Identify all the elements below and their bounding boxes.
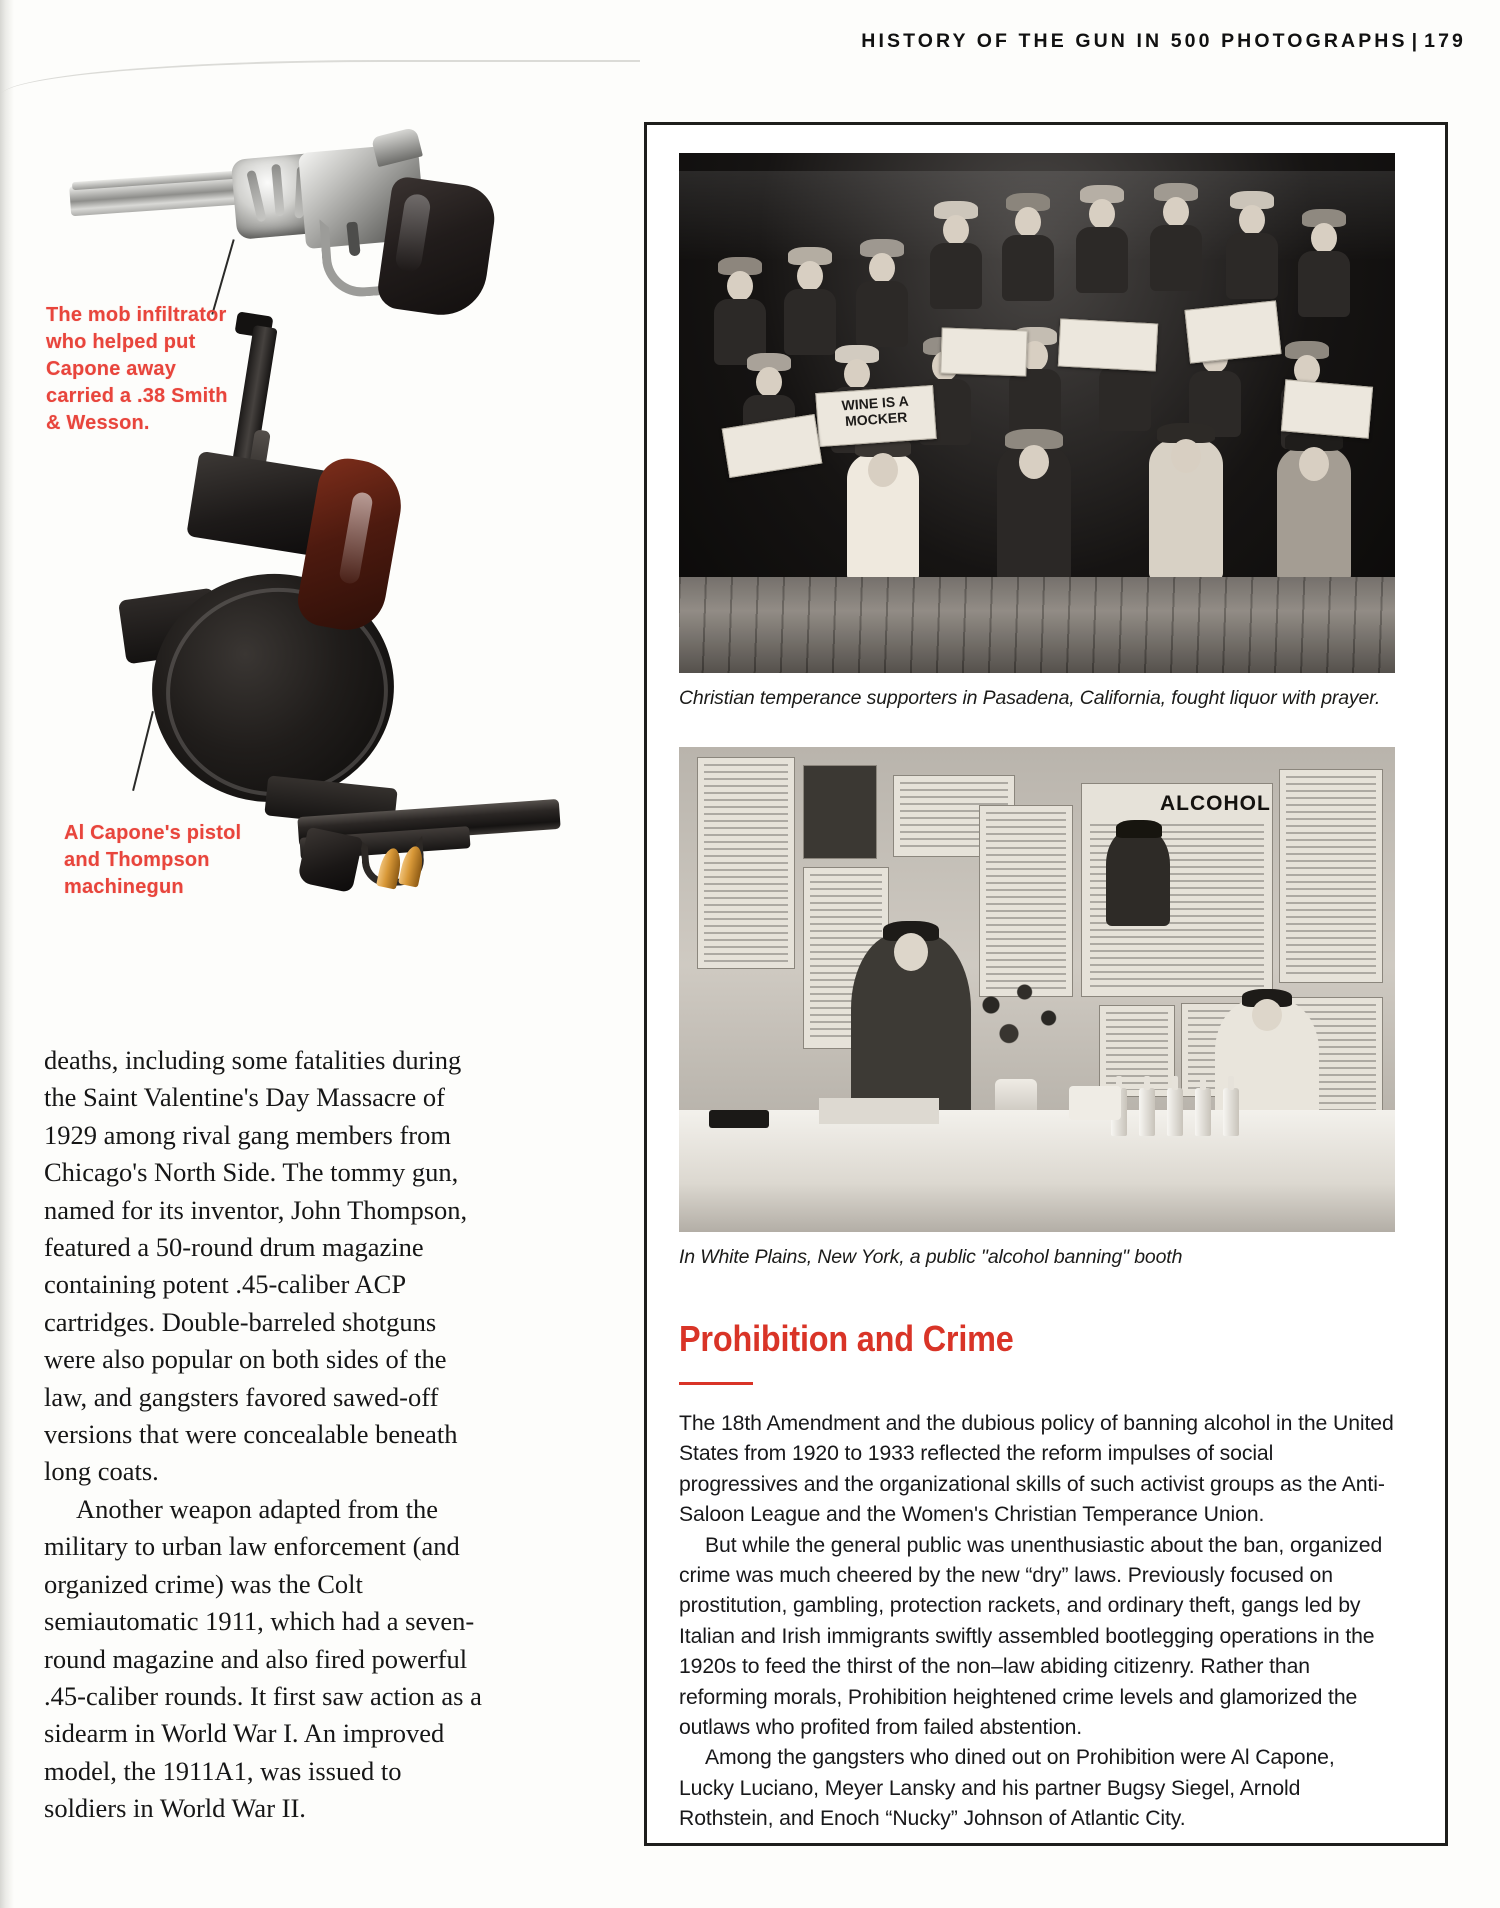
placard-sign [1058, 318, 1158, 371]
right-paragraph-2: But while the general public was unenthusiastic about the ban, organized crime was much cheered by the new “dry” laws. Previously focused on prostitution, gambling, protection rackets, and ordinary theft, gangs led by Italian and Irish immigrants swiftly assembled bootlegging operations in the 1920s to feed the thirst of the non–law abiding citizenry. Rather than reforming morals, Prohibition heightened crime levels and glamorized the outlaws who profited from failed abstention. [679, 1533, 1383, 1739]
alcohol-poster-heading: ALCOHOL [1160, 791, 1271, 815]
left-paragraph-1: deaths, including some fatalities during the Saint Valentine's Day Massacre of 1929 among rival gang members from Chicago's North Side. The tommy gun, named for its inventor, John Thompson, featured a 50-round drum magazine containing potent .45-caliber ACP cartridges. Double-barreled shotguns were also popular on both sides of the law, and gangsters favored sawed-off versions that were concealable beneath long coats. [44, 1045, 468, 1487]
left-body-text [44, 1042, 488, 1828]
section-heading: Prohibition and Crime [679, 1317, 1014, 1359]
revolver-callout-text: The mob infiltrator who helped put Capone away carried a .38 Smith & Wesson. [46, 304, 228, 434]
booth-attendant-left [851, 933, 971, 1123]
running-head [861, 30, 1466, 53]
photo1-caption: Christian temperance supporters in Pasadena, California, fought liquor with prayer. [679, 687, 1381, 709]
capone-callout-text: Al Capone's pistol and Thompson machinegun [64, 822, 242, 898]
pistol-grip [297, 827, 363, 893]
display-table [679, 1110, 1395, 1232]
left-column [46, 96, 516, 916]
placard-sign [940, 328, 1028, 377]
placard-line-1: WINE IS A MOCKER [841, 392, 910, 429]
bottle-icon [1139, 1088, 1155, 1136]
photo1-stage-floor [679, 577, 1395, 673]
scan-page-curl [0, 60, 640, 96]
bottle-icon [1223, 1088, 1239, 1136]
right-feature-panel [644, 122, 1448, 1846]
running-head-title: HISTORY OF THE GUN IN 500 PHOTOGRAPHS [861, 30, 1408, 52]
page-number: 179 [1424, 30, 1466, 52]
placard-sign [815, 385, 936, 447]
revolver-grip [375, 175, 498, 320]
placard-sign [1184, 300, 1281, 363]
firearms-photo-composite [46, 96, 516, 916]
right-paragraph-3: Among the gangsters who dined out on Prohibition were Al Capone, Lucky Luciano, Meyer Lansky and his partner Bugsy Siegel, Arnold Rothstein, and Enoch “Nucky” Johnson of Atlantic City. [679, 1746, 1335, 1831]
left-paragraph-2: Another weapon adapted from the military to urban law enforcement (and organized crime) was the Colt semiautomatic 1911, which had a seven-round magazine and also fired powerful .45-caliber rounds. It first saw action as a sidearm in World War I. An improved model, the 1911A1, was issued to soldiers in World War II. [44, 1493, 482, 1824]
right-panel-content [679, 153, 1395, 1835]
placard-sign [1281, 379, 1373, 438]
running-head-separator: | [1411, 30, 1421, 52]
alcohol-banning-booth-photo [679, 747, 1395, 1232]
right-body-text [679, 1409, 1395, 1835]
right-paragraph-1: The 18th Amendment and the dubious policy of banning alcohol in the United States from 1920 to 1933 reflected the reform impulses of social progressives and the organizational skills of such activist groups as the Anti-Saloon League and the Women's Christian Temperance Union. [679, 1411, 1394, 1527]
section-divider-rule [679, 1382, 753, 1385]
colt-1911-pistol-image [274, 786, 564, 876]
photo2-caption: In White Plains, New York, a public "alcohol banning" booth [679, 1245, 1183, 1268]
temperance-audience-photo [679, 153, 1395, 673]
scan-gutter-shadow [0, 0, 14, 1908]
bottle-icon [1167, 1088, 1183, 1136]
bottle-icon [1195, 1088, 1211, 1136]
smith-wesson-38-revolver-image [56, 96, 506, 296]
